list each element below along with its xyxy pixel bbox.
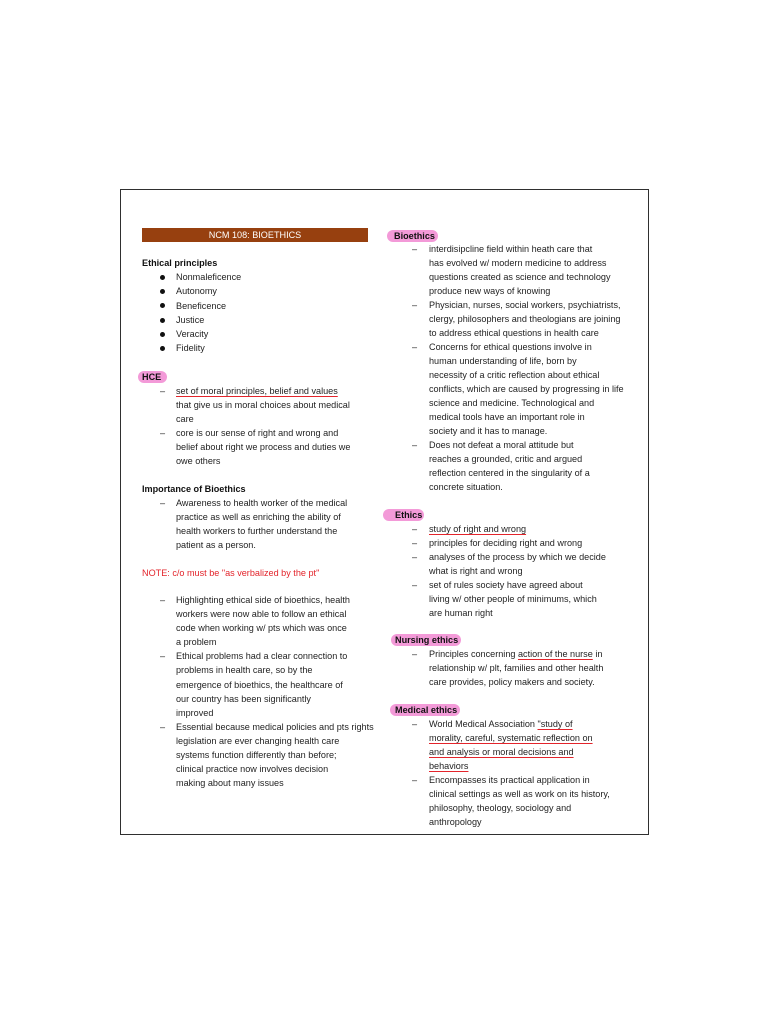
- text-line: – Concerns for ethical questions involve in: [429, 342, 592, 352]
- underlined-line: behaviors: [429, 761, 469, 771]
- text-segment: Principles concerning: [429, 649, 518, 659]
- list-item: [412, 578, 606, 620]
- text-line: concrete situation.: [429, 482, 503, 492]
- ethics-points: [412, 522, 606, 620]
- underlined-line: – study of right and wrong: [429, 524, 527, 534]
- text-line: – analyses of the process by which we decide: [429, 552, 606, 562]
- text-line: necessity of a critic reflection about ethical: [429, 370, 600, 380]
- text-line: systems function differently than before;: [176, 750, 337, 761]
- text-line: – Awareness to health worker of the medical: [176, 498, 348, 508]
- ethical-principles-section: [142, 256, 241, 356]
- underlined-phrase: action of the nurse: [517, 649, 593, 659]
- text-line: – Physician, nurses, social workers, psychiatrists,: [429, 300, 621, 310]
- list-item: Beneficence: [142, 299, 241, 313]
- text-line: – Essential because medical policies and pts rights: [176, 721, 374, 732]
- text-line: medical tools have an important role in: [429, 412, 585, 422]
- list-item: [160, 593, 374, 649]
- ethical-principles-heading: Ethical principles: [142, 258, 218, 268]
- list-item: [412, 438, 624, 494]
- text-line: science and medicine. Technological and: [429, 398, 595, 408]
- text-line: [429, 647, 603, 661]
- text-line: making about many issues: [176, 778, 284, 789]
- importance-more-points: [160, 593, 374, 790]
- list-item: [160, 649, 374, 719]
- text-line: legislation are ever changing health care: [176, 735, 340, 746]
- text-line: human understanding of life, born by: [429, 356, 577, 366]
- text-line: care provides, policy makers and society.: [429, 677, 595, 687]
- text-line: what is right and wrong: [429, 566, 523, 576]
- text-line: code when working w/ pts which was once: [176, 623, 347, 634]
- underlined-line: morality, careful, systematic reflection on: [429, 733, 593, 743]
- text-line: questions created as science and technology: [429, 272, 611, 282]
- list-item: [412, 242, 624, 298]
- text-line: workers were now able to follow an ethical: [176, 609, 347, 620]
- bioethics-label: Bioethics: [387, 230, 438, 242]
- document-title: NCM 108: BIOETHICS: [208, 230, 302, 240]
- ethics-label: Ethics: [383, 509, 424, 521]
- note-text: NOTE: c/o must be "as verbalized by the pt": [142, 568, 320, 578]
- text-line: living w/ other people of minimums, which: [429, 594, 597, 604]
- text-line: clinical settings as well as work on its history,: [429, 789, 610, 799]
- text-segment: World Medical Association: [429, 719, 538, 729]
- list-item: [412, 773, 610, 829]
- text-line: clergy, philosophers and theologians are joining: [429, 314, 621, 324]
- list-item: [160, 426, 350, 468]
- list-item: Fidelity: [142, 341, 241, 355]
- list-item: Veracity: [142, 327, 241, 341]
- text-line: belief about right we process and duties we: [176, 442, 351, 452]
- list-item: [412, 647, 603, 689]
- ethical-principles-list: [142, 270, 241, 356]
- text-line: society and it has to manage.: [429, 426, 548, 436]
- text-line: produce new ways of knowing: [429, 286, 551, 296]
- text-line: – Does not defeat a moral attitude but: [429, 440, 574, 450]
- text-line: conflicts, which are caused by progressing in life: [429, 384, 624, 394]
- text-line: – Ethical problems had a clear connection to: [176, 651, 348, 662]
- medical-ethics-label: Medical ethics: [390, 704, 460, 716]
- list-item: [160, 496, 347, 552]
- text-line: our country has been significantly: [176, 693, 311, 704]
- nursing-ethics-points: [412, 647, 603, 689]
- list-item: [412, 536, 606, 550]
- text-line: – Highlighting ethical side of bioethics, health: [176, 595, 350, 605]
- medical-ethics-points: [412, 717, 610, 829]
- underlined-phrase: "study of: [537, 719, 573, 729]
- text-line: reaches a grounded, critic and argued: [429, 454, 583, 464]
- list-item: Justice: [142, 313, 241, 327]
- list-item: [412, 550, 606, 578]
- text-line: are human right: [429, 608, 493, 618]
- text-line: reflection centered in the singularity of a: [429, 468, 590, 478]
- underlined-line: – set of moral principles, belief and values: [176, 386, 338, 396]
- text-line: emergence of bioethics, the healthcare of: [176, 679, 343, 690]
- text-segment: in: [592, 649, 603, 659]
- importance-points: [160, 496, 347, 552]
- list-item: [412, 340, 624, 438]
- title-bar: [142, 228, 368, 242]
- text-line: philosophy, theology, sociology and: [429, 803, 572, 813]
- nursing-ethics-label: Nursing ethics: [391, 634, 461, 646]
- bioethics-points: [412, 242, 624, 494]
- text-line: – core is our sense of right and wrong and: [176, 428, 339, 438]
- list-item: [412, 298, 624, 340]
- text-line: that give us in moral choices about medical: [176, 400, 350, 410]
- text-line: clinical practice now involves decision: [176, 764, 329, 775]
- underlined-line: and analysis or moral decisions and: [429, 747, 574, 757]
- list-item: [412, 522, 606, 536]
- list-item: Nonmaleficence: [142, 270, 241, 284]
- text-line: care: [176, 414, 194, 424]
- text-line: health workers to further understand the: [176, 526, 338, 536]
- text-line: patient as a person.: [176, 540, 256, 550]
- hce-points: [160, 384, 350, 468]
- text-line: – interdisipcline field within heath care that: [429, 244, 593, 254]
- text-line: improved: [176, 707, 214, 718]
- list-item: [412, 717, 610, 773]
- text-line: relationship w/ plt, families and other health: [429, 663, 604, 673]
- text-line: practice as well as enriching the ability of: [176, 512, 341, 522]
- text-line: – principles for deciding right and wrong: [429, 538, 583, 548]
- text-line: a problem: [176, 637, 217, 648]
- text-line: problems in health care, so by the: [176, 665, 313, 676]
- text-line: to address ethical questions in health care: [429, 328, 599, 338]
- text-line: anthropology: [429, 817, 482, 827]
- list-item: [160, 384, 350, 426]
- list-item: [160, 720, 374, 790]
- list-item: Autonomy: [142, 284, 241, 298]
- text-line: has evolved w/ modern medicine to address: [429, 258, 607, 268]
- text-line: owe others: [176, 456, 221, 466]
- importance-heading: Importance of Bioethics: [142, 484, 246, 494]
- text-line: – Encompasses its practical application in: [429, 775, 590, 785]
- text-line: [429, 717, 610, 731]
- hce-label: HCE: [138, 371, 167, 383]
- text-line: – set of rules society have agreed about: [429, 580, 583, 590]
